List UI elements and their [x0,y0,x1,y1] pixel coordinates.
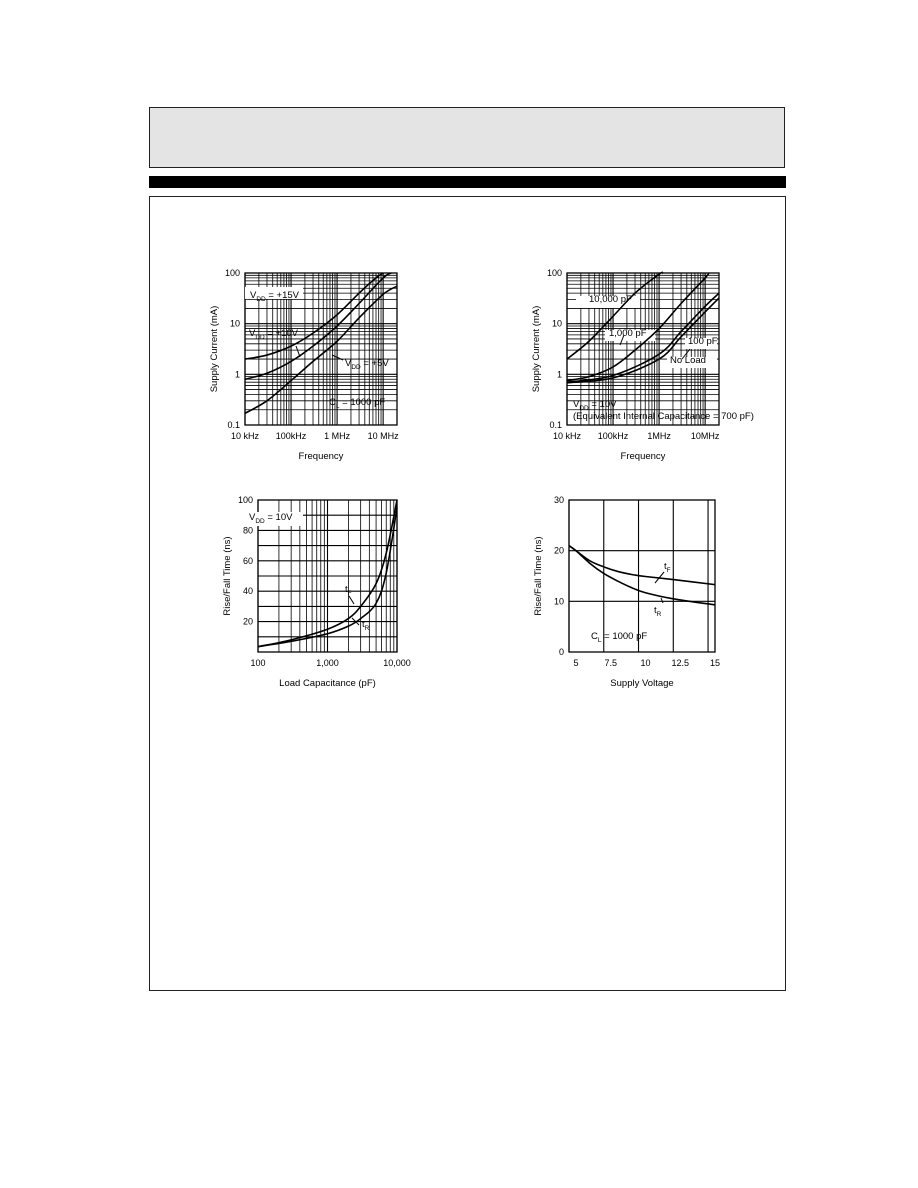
y-tick-label: 10 [553,596,564,607]
y-tick-label: 40 [242,586,253,597]
curve-annotation: No Load [670,355,706,366]
series-line-2 [569,546,715,605]
y-tick-label: 20 [553,545,564,556]
curve-annotation: (Equivalent Internal Capacitance = 700 pF) [573,411,754,422]
x-tick-label: 100 [250,658,266,668]
x-tick-label: 10 MHz [367,431,399,441]
x-tick-label: 12.5 [671,658,690,668]
x-axis-title: Supply Voltage [610,678,674,689]
curve-annotation: $V_{DD} = +15V$ [250,290,300,303]
y-axis-title: Supply Current (mA) [209,305,220,393]
y-tick-label: 0.1 [549,420,562,430]
x-tick-label: 10 kHz [552,431,582,441]
x-tick-label: 7.5 [604,658,617,668]
y-tick-label: 100 [224,268,240,278]
curve-annotation: $C_L = 1000$ pF [591,631,648,644]
x-tick-label: 1 MHz [324,431,351,441]
y-tick-label: 100 [237,495,253,505]
y-tick-label: 100 [546,268,562,278]
y-tick-label: 0.1 [227,420,240,430]
curve-annotation: 100 pF [688,336,718,347]
x-tick-label: 10MHz [690,431,720,441]
x-tick-label: 15 [709,658,721,668]
curve-annotation: $V_{DD} = +5V$ [345,358,389,371]
curve-annotation: $V_{DD} = 10V$ [573,399,617,412]
x-axis-title: Load Capacitance (pF) [279,678,376,689]
curve-annotation: $V_{DD} = 10V$ [249,512,293,525]
x-tick-label: 10,000 [383,658,411,668]
y-axis-title: Supply Current (mA) [531,305,542,393]
curve-annotation: 1,000 pF [609,328,647,339]
leader-line [661,598,663,603]
curve-annotation: $V_{DD} = +10V$ [249,328,299,341]
y-tick-label: 1 [556,369,562,380]
curve-annotation: $t_F$ [664,561,671,574]
x-tick-label: 10 [640,658,651,668]
y-tick-label: 60 [242,555,253,566]
y-tick-label: 10 [229,318,240,329]
curve-annotation: 10,000 pF [589,294,632,305]
curve-annotation: $t_R$ [654,605,662,618]
curve-annotation: $t_R$ [362,619,370,632]
y-tick-label: 80 [242,525,253,536]
x-axis-title: Frequency [298,451,344,462]
x-tick-label: 5 [573,658,579,668]
y-tick-label: 1 [234,369,240,380]
curve-annotation: $t_F$ [345,584,352,597]
curve-annotation: $C_L = 1000$ pF [329,397,386,410]
x-axis-title: Frequency [620,451,666,462]
x-tick-label: 1MHz [647,431,671,441]
y-axis-title: Rise/Fall Time (ns) [222,536,233,616]
y-tick-label: 30 [553,495,564,505]
y-tick-label: 10 [551,318,562,329]
x-tick-label: 100kHz [275,431,307,441]
x-tick-label: 10 kHz [230,431,260,441]
y-axis-title: Rise/Fall Time (ns) [533,536,544,616]
x-tick-label: 100kHz [597,431,629,441]
x-tick-label: 1,000 [316,658,339,668]
y-tick-label: 0 [558,647,564,657]
y-tick-label: 20 [242,616,253,627]
